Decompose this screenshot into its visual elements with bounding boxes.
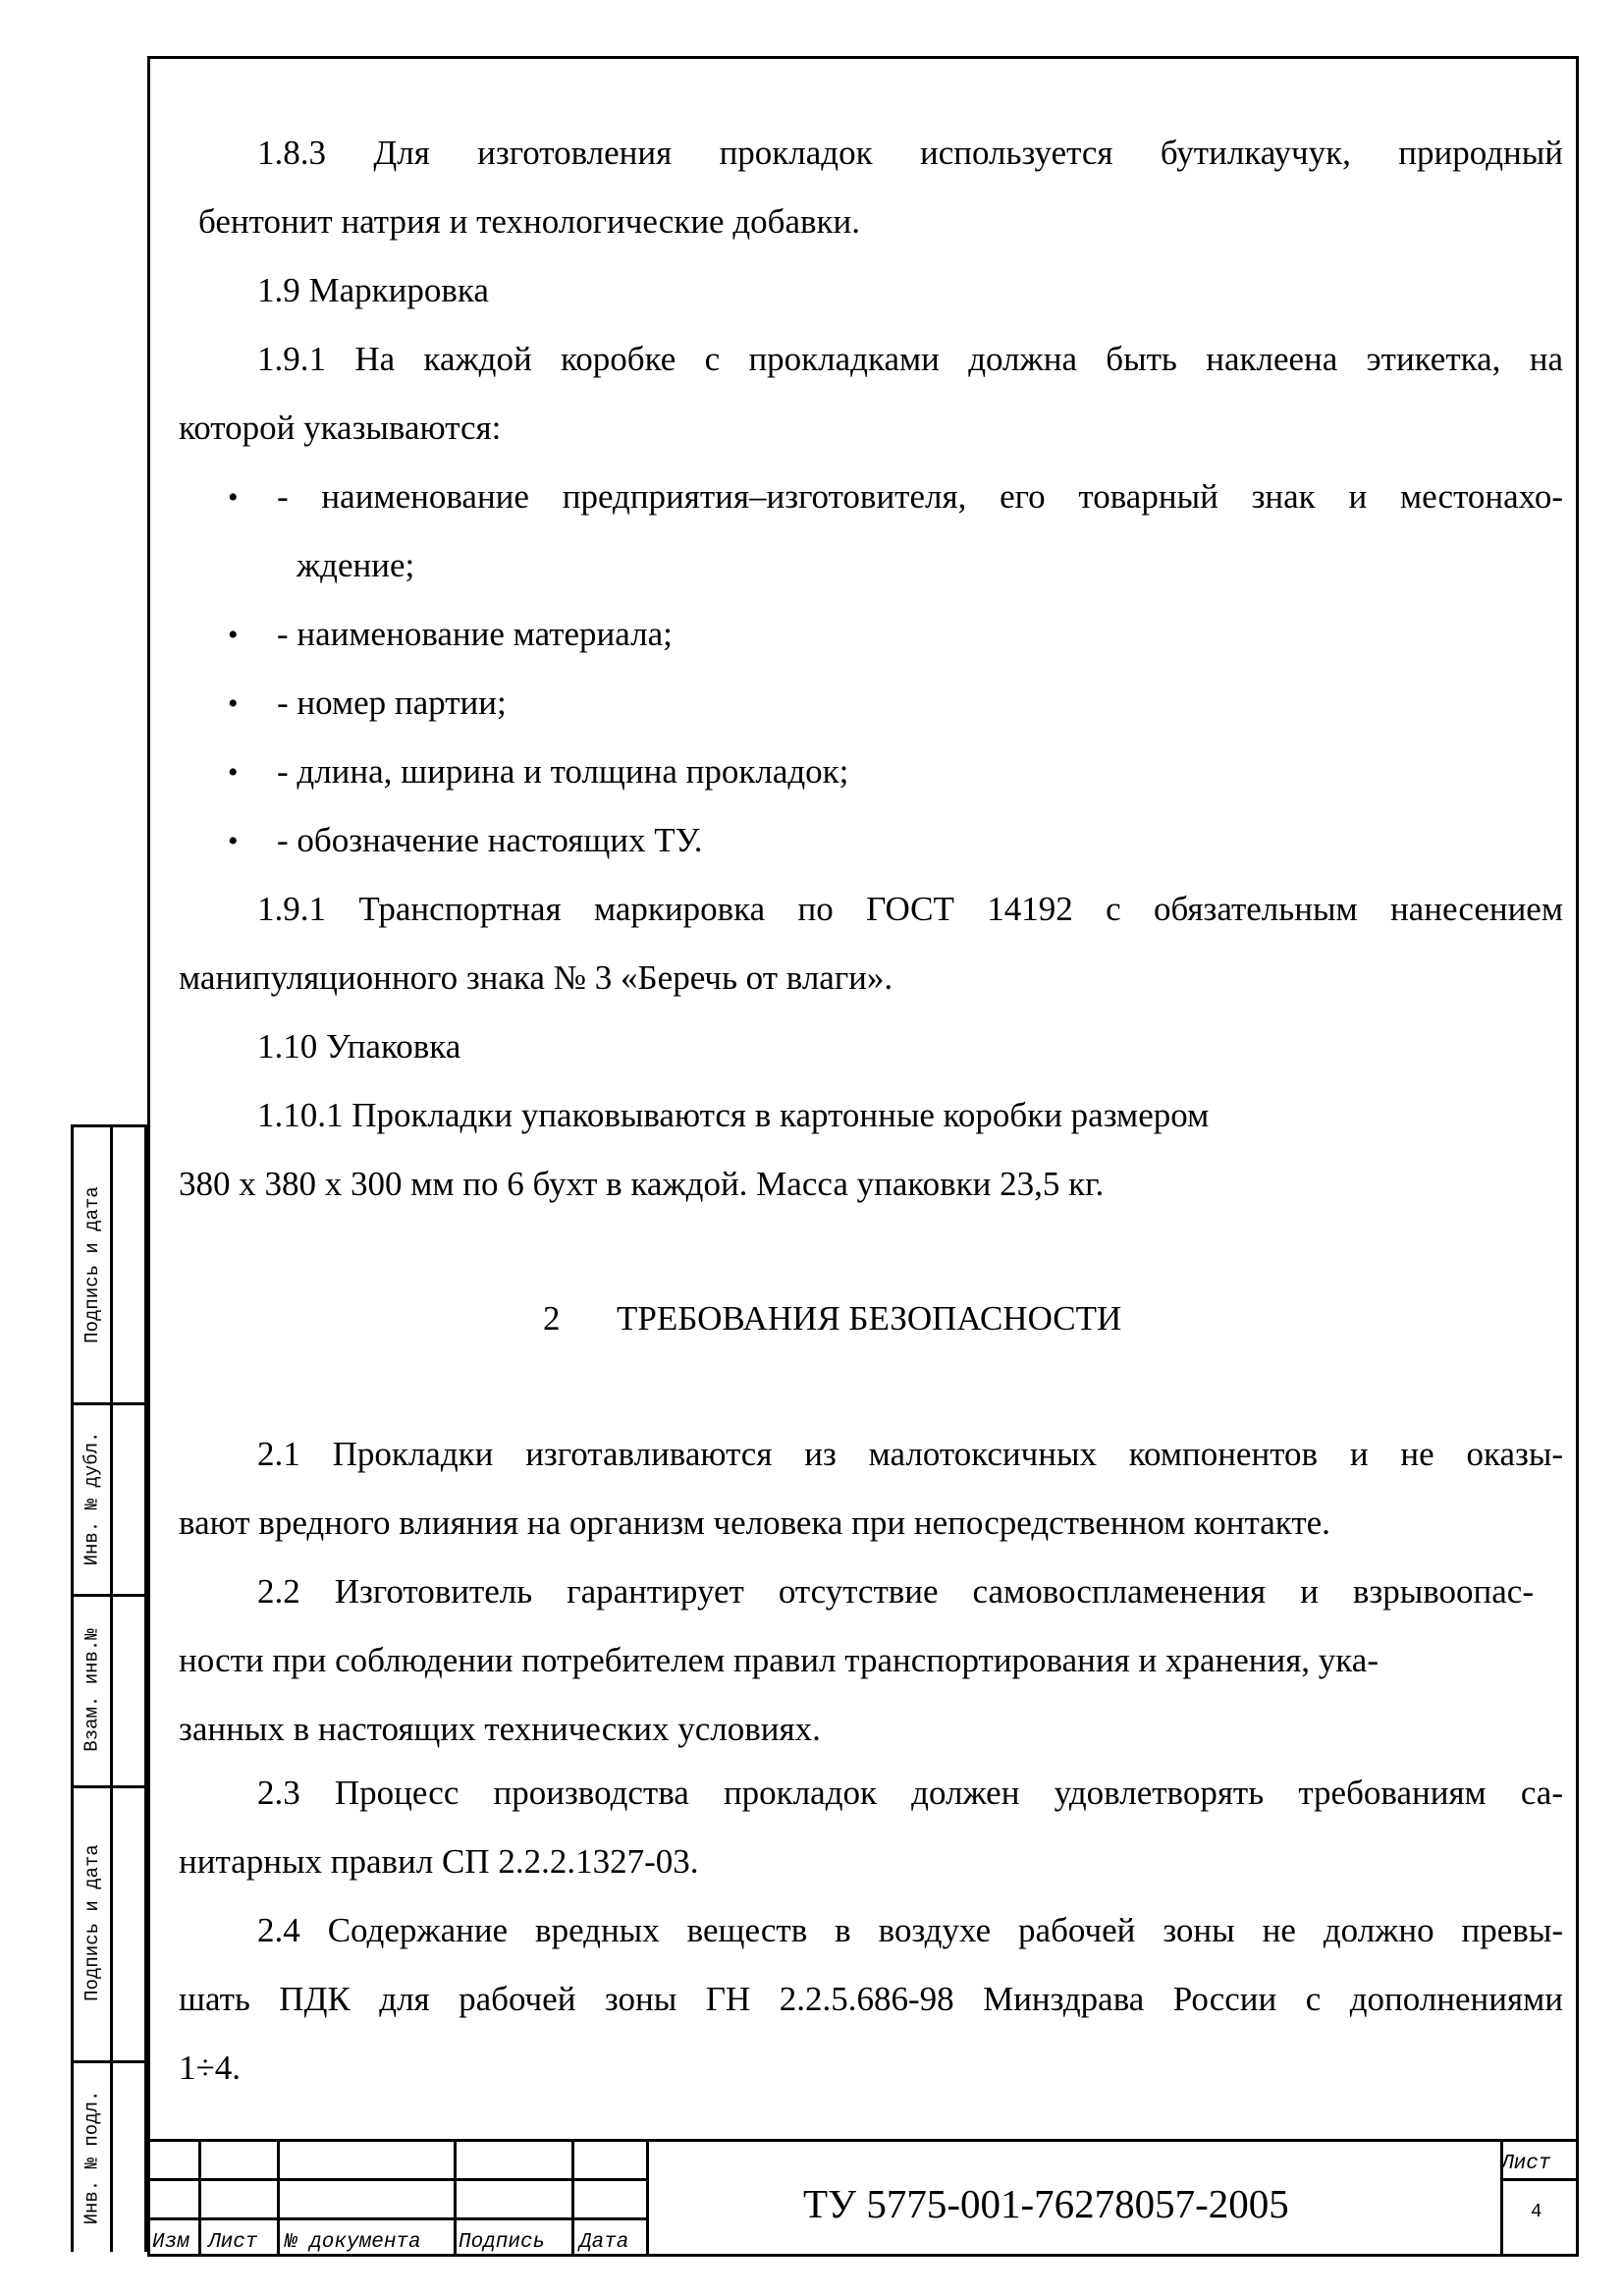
bullet-1: • [228, 481, 239, 514]
list-item-2: - наименование материала; [277, 615, 673, 653]
sheet-label: Лист [1501, 2153, 1551, 2175]
para-2-4-line3: 1÷4. [179, 2049, 241, 2087]
para-2-4-line2: шать ПДК для рабочей зоны ГН 2.2.5.686-98 Минздрава России с дополнениями [179, 1980, 1563, 2018]
bullet-4: • [228, 756, 239, 789]
section-2-heading [543, 1301, 1121, 1336]
list-item-4: - длина, ширина и толщина прокладок; [277, 752, 849, 791]
sheet-cell-line [1500, 2178, 1579, 2181]
label-list: Лист [208, 2231, 258, 2254]
title-block-col-line [454, 2139, 457, 2257]
para-2-2-line3: занных в настоящих технических условиях. [179, 1710, 821, 1748]
title-block-col-line [277, 2139, 280, 2257]
stamp-field-signature-date-2: Подпись и дата [81, 1844, 103, 2001]
para-2-3-line2: нитарных правил СП 2.2.2.1327-03. [179, 1842, 699, 1881]
list-item-1-line1: - наименование предприятия–изготовителя, его товарный знак и местонахо- [277, 477, 1563, 516]
stamp-field-dup-inventory: Инв. № дубл. [81, 1431, 103, 1565]
para-2-3-line1: 2.3 Процесс производства прокладок должен удовлетворять требованиям са- [257, 1774, 1563, 1812]
para-2-2-line1: 2.2 Изготовитель гарантирует отсутствие самовоспламенения и взрывоопас- [257, 1572, 1534, 1611]
bullet-5: • [228, 825, 239, 857]
bullet-3: • [228, 687, 239, 720]
section-2-number: 2 [543, 1299, 561, 1338]
document-code: ТУ 5775-001-76278057-2005 [803, 2181, 1289, 2226]
side-stamp [71, 1124, 147, 2252]
para-1-9-1-line2: которой указываются: [179, 409, 502, 447]
title-block-col-line [198, 2139, 201, 2257]
list-item-3: - номер партии; [277, 683, 507, 722]
para-1-9-1-line1: 1.9.1 На каждой коробке с прокладками должна быть наклеена этикетка, на [257, 340, 1563, 378]
para-1-10-1-line2: 380 х 380 х 300 мм по 6 бухт в каждой. Масса упаковки 23,5 кг. [179, 1165, 1105, 1203]
list-item-1-line2: ждение; [297, 546, 415, 584]
para-1-10-1-line1: 1.10.1 Прокладки упаковываются в картонные коробки размером [257, 1096, 1210, 1134]
section-1-9-heading: 1.9 Маркировка [257, 271, 489, 309]
title-block-col-line [646, 2139, 649, 2257]
label-signature: Подпись [459, 2231, 546, 2254]
para-2-4-line1: 2.4 Содержание вредных веществ в воздухе рабочей зоны не должно превы- [257, 1911, 1563, 1949]
section-1-10-heading: 1.10 Упаковка [257, 1027, 461, 1066]
bullet-2: • [228, 619, 239, 651]
para-2-1-line2: вают вредного влияния на организм человека при непосредственном контакте. [179, 1503, 1330, 1542]
section-2-title: ТРЕБОВАНИЯ БЕЗОПАСНОСТИ [617, 1299, 1122, 1338]
stamp-field-original-inventory: Инв. № подл. [81, 2090, 103, 2225]
label-date: Дата [579, 2231, 629, 2254]
label-doc-number: № документа [285, 2231, 421, 2254]
para-1-9-1b-line2: манипуляционного знака № 3 «Беречь от влаги». [179, 958, 893, 997]
para-2-1-line1: 2.1 Прокладки изготавливаются из малотоксичных компонентов и не оказы- [257, 1435, 1563, 1473]
para-1-8-3-line2: бентонит натрия и технологические добавки. [198, 202, 861, 241]
sheet-number: 4 [1531, 2201, 1542, 2222]
stamp-column-separator [110, 1127, 113, 2252]
stamp-field-replacement-inventory: Взам. инв.№ [81, 1627, 103, 1752]
title-block-top-line [147, 2139, 1579, 2142]
para-2-2-line2: ности при соблюдении потребителем правил транспортирования и хранения, ука- [179, 1641, 1379, 1679]
list-item-5: - обозначение настоящих ТУ. [277, 821, 703, 859]
label-izm: Изм [152, 2231, 189, 2254]
para-1-8-3-line1: 1.8.3 Для изготовления прокладок используется бутилкаучук, природный [257, 134, 1563, 172]
para-1-9-1b-line1: 1.9.1 Транспортная маркировка по ГОСТ 14192 с обязательным нанесением [257, 890, 1563, 928]
stamp-field-signature-date-1: Подпись и дата [81, 1186, 103, 1343]
title-block-col-line [571, 2139, 574, 2257]
